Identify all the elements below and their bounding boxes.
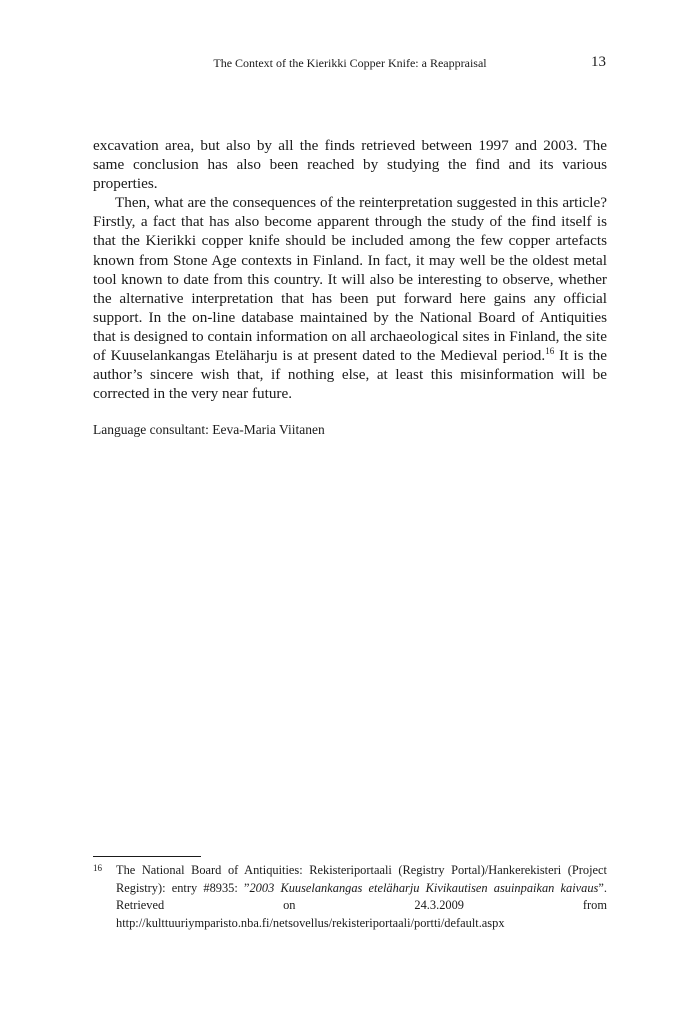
footnote-reference[interactable]: 16 <box>545 346 555 357</box>
paragraph-1: excavation area, but also by all the finds retrieved between 1997 and 2003. The same conclusion has also been reached by studying the find and its various properties. <box>93 137 607 193</box>
running-head <box>0 54 700 72</box>
footnote-number: 16 <box>93 863 102 873</box>
page-number: 13 <box>591 54 606 70</box>
footnote-text-before: The National Board of Antiquities: Rekisteriportaali (Registry Portal)/Hankerekisteri (Project Registry): entry #8935: ” <box>116 863 607 895</box>
footnote-text <box>116 862 607 932</box>
paragraph-2 <box>93 193 607 403</box>
footnote-divider <box>93 856 201 857</box>
footnote-italic-title: 2003 Kuuselankangas eteläharju Kivikautisen asuinpaikan kaivaus <box>249 880 599 895</box>
paragraph-2-end: It is the author’s sincere wish that, if nothing else, at least this misinformation will be corrected in the very near future. <box>93 347 607 403</box>
body-text <box>93 136 607 403</box>
running-title: The Context of the Kierikki Copper Knife: a Reappraisal <box>213 56 487 70</box>
paragraph-2-main: Then, what are the consequences of the reinterpretation suggested in this article? Firstly, a fact that has also become apparent through the study of the find itself is that the Kierikki copper knife should be included among the few copper artefacts known from Stone Age contexts in Finland. In fact, it may well be the oldest metal tool known to date from this country. It will also be interesting to observe, whether the alternative interpretation that has been put forward here gains any official support. In the on-line database maintained by the National Board of Antiquities that is designed to contain information on all archaeological sites in Finland, the site of Kuuselankangas Eteläharju is at present dated to the Medieval period. <box>93 194 607 365</box>
footnote-text-after: ”. Retrieved on 24.3.2009 from http://kulttuuriymparisto.nba.fi/netsovellus/rekisteriportaali/portti/default.aspx <box>116 880 607 930</box>
footnote <box>93 862 607 932</box>
language-consultant: Language consultant: Eeva-Maria Viitanen <box>93 422 325 437</box>
